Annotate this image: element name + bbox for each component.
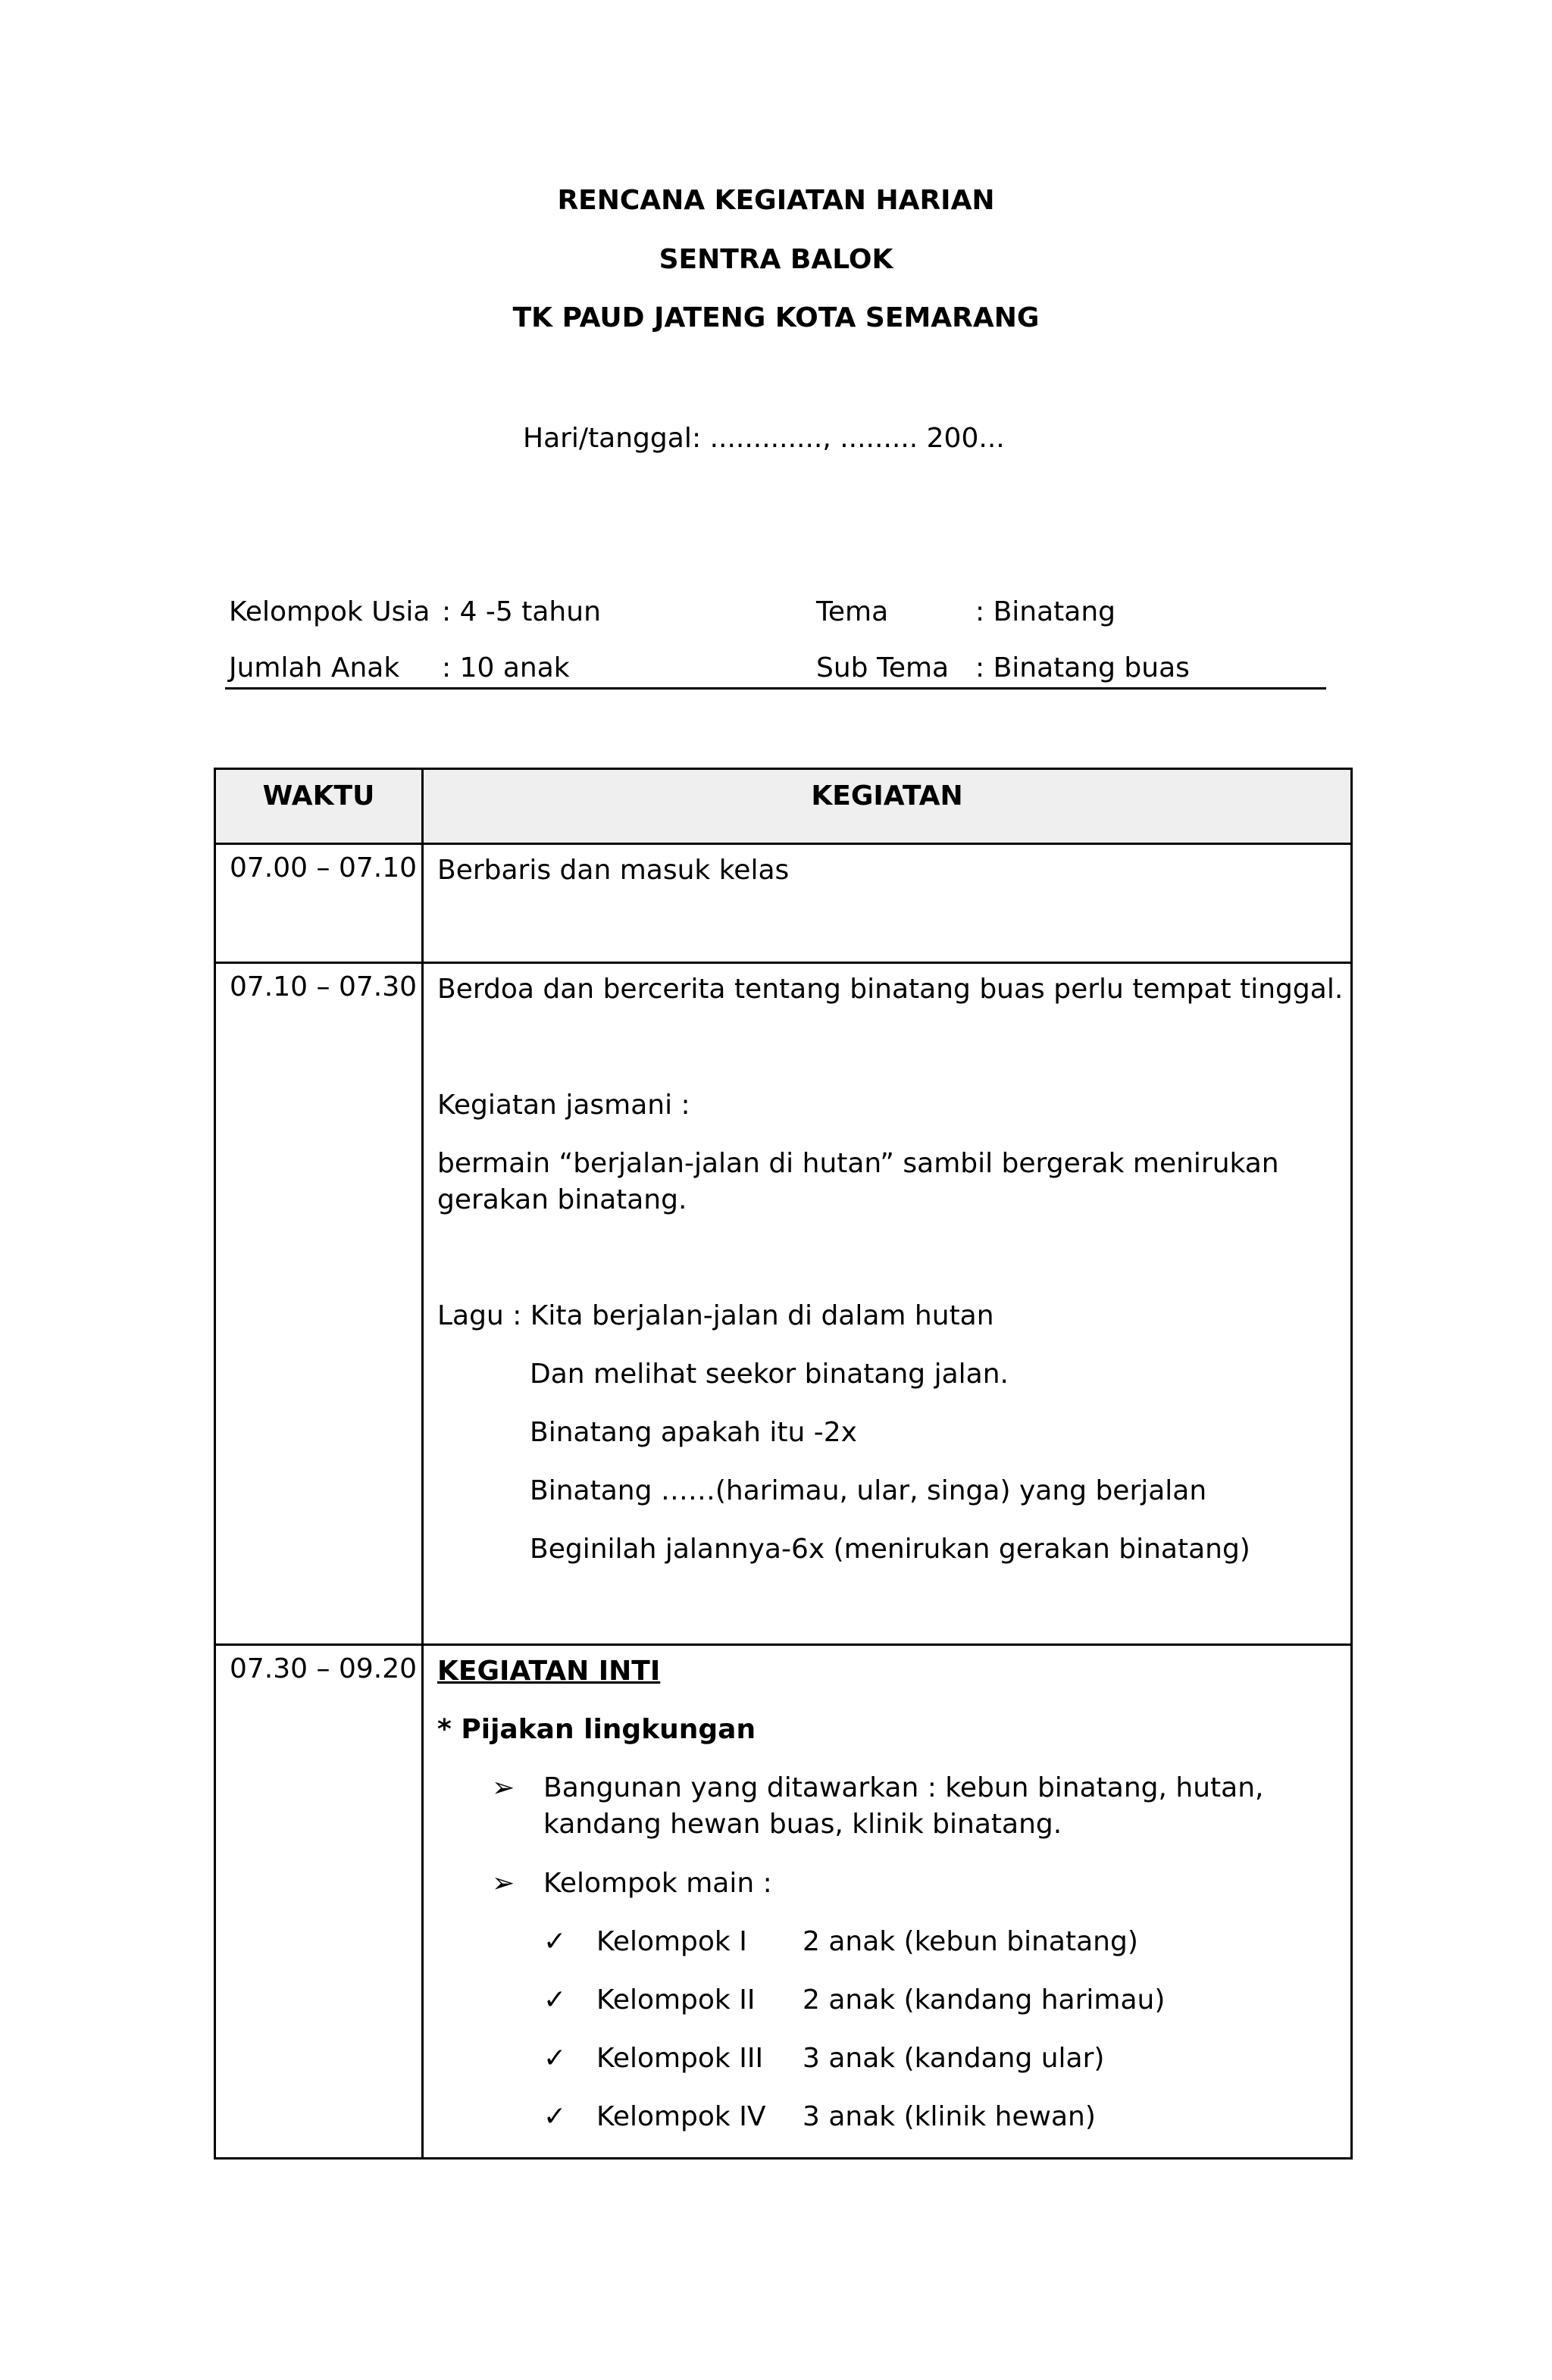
document-subtitle: SENTRA BALOK bbox=[659, 244, 893, 275]
lagu-line-4: Binatang ……(harimau, ular, singa) yang berjalan bbox=[530, 1475, 1207, 1506]
table-row bbox=[215, 963, 1352, 1645]
activity-cell bbox=[423, 844, 1352, 963]
subtema-value: : Binatang buas bbox=[975, 652, 1190, 683]
header-waktu: WAKTU bbox=[215, 769, 423, 844]
time-cell: 07.30 – 09.20 bbox=[215, 1645, 423, 2159]
group-desc: 2 anak (kebun binatang) bbox=[803, 1926, 1138, 1957]
arrow-bullet-icon: ➢ bbox=[492, 1868, 515, 1899]
list-item bbox=[437, 1982, 1338, 2041]
usia-label: Kelompok Usia bbox=[229, 596, 430, 627]
jumlah-value: : 10 anak bbox=[442, 652, 570, 683]
group-desc: 3 anak (kandang ular) bbox=[803, 2043, 1105, 2074]
checkmark-icon: ✓ bbox=[543, 2043, 567, 2074]
group-name: Kelompok II bbox=[596, 1984, 756, 2016]
list-item bbox=[437, 2099, 1338, 2157]
berdoa-text: Berdoa dan bercerita tentang binatang buas perlu tempat tinggal. bbox=[437, 974, 1344, 1005]
usia-value: : 4 -5 tahun bbox=[442, 596, 601, 627]
bullet-text: Kelompok main : bbox=[543, 1868, 772, 1899]
bermain-text: bermain “berjalan-jalan di hutan” sambil bergerak menirukan gerakan binatang. bbox=[437, 1148, 1279, 1215]
jasmani-label: Kegiatan jasmani : bbox=[437, 1090, 690, 1121]
subtema-label: Sub Tema bbox=[816, 652, 950, 683]
group-name: Kelompok IV bbox=[596, 2101, 766, 2132]
group-name: Kelompok III bbox=[596, 2043, 764, 2074]
checkmark-icon: ✓ bbox=[543, 1984, 567, 2016]
date-value: : ............., ......... 200... bbox=[692, 423, 1005, 454]
document-title: RENCANA KEGIATAN HARIAN bbox=[557, 185, 995, 216]
checkmark-icon: ✓ bbox=[543, 1926, 567, 1957]
activity-table bbox=[214, 768, 1353, 2160]
lagu-line-5: Beginilah jalannya-6x (menirukan gerakan binatang) bbox=[530, 1534, 1250, 1565]
table-header-row bbox=[215, 769, 1352, 844]
checkmark-icon: ✓ bbox=[543, 2101, 567, 2132]
bullet-text: Bangunan yang ditawarkan : kebun binatang, hutan, kandang hewan buas, klinik binatang. bbox=[543, 1772, 1264, 1840]
list-item bbox=[437, 1866, 1338, 1924]
lagu-line-2: Dan melihat seekor binatang jalan. bbox=[530, 1359, 1009, 1390]
info-underline bbox=[225, 687, 1326, 690]
list-item bbox=[437, 2041, 1338, 2099]
kegiatan-inti-heading: KEGIATAN INTI bbox=[437, 1656, 661, 1687]
school-name: TK PAUD JATENG KOTA SEMARANG bbox=[512, 302, 1040, 333]
pijakan-heading: * Pijakan lingkungan bbox=[437, 1714, 756, 1745]
activity-cell bbox=[423, 963, 1352, 1645]
tema-label: Tema bbox=[816, 596, 889, 627]
tema-value: : Binatang bbox=[975, 596, 1116, 627]
lagu-line-1: Lagu : Kita berjalan-jalan di dalam hutan bbox=[437, 1300, 994, 1331]
date-label: Hari/tanggal bbox=[523, 423, 692, 454]
activity-text: Berbaris dan masuk kelas bbox=[437, 855, 790, 886]
group-desc: 3 anak (klinik hewan) bbox=[803, 2101, 1096, 2132]
list-item bbox=[437, 1924, 1338, 1982]
table-row bbox=[215, 844, 1352, 963]
activity-cell bbox=[423, 1645, 1352, 2159]
time-cell: 07.00 – 07.10 bbox=[215, 844, 423, 963]
lagu-line-3: Binatang apakah itu -2x bbox=[530, 1417, 857, 1448]
time-cell: 07.10 – 07.30 bbox=[215, 963, 423, 1645]
table-row bbox=[215, 1645, 1352, 2159]
jumlah-label: Jumlah Anak bbox=[229, 652, 400, 683]
list-item bbox=[437, 1770, 1338, 1843]
group-name: Kelompok I bbox=[596, 1926, 747, 1957]
header-kegiatan: KEGIATAN bbox=[423, 769, 1352, 844]
group-desc: 2 anak (kandang harimau) bbox=[803, 1984, 1166, 2016]
arrow-bullet-icon: ➢ bbox=[492, 1772, 515, 1803]
